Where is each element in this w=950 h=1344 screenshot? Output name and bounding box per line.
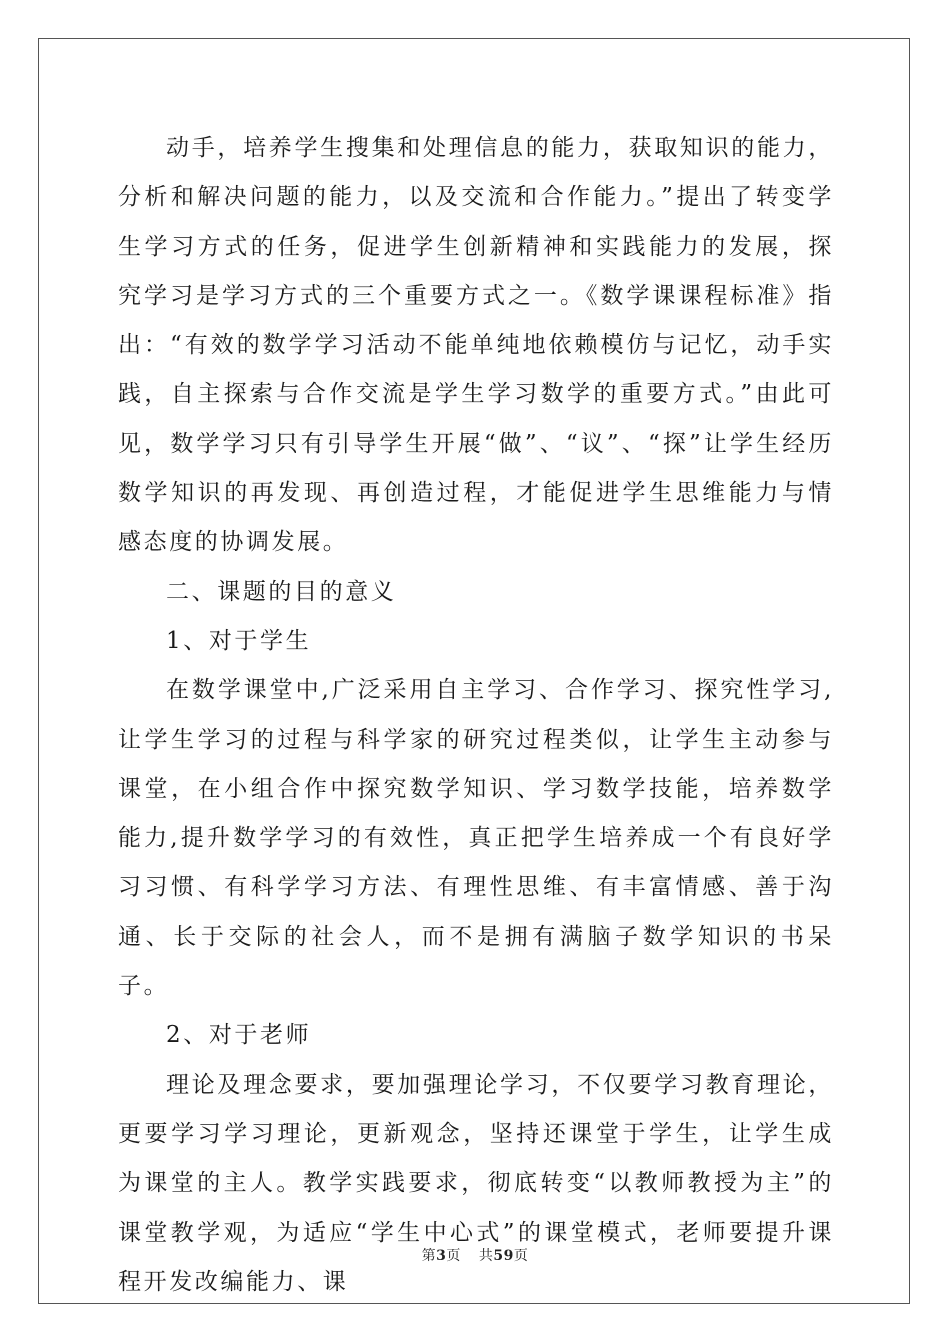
section-heading-purpose: 二、课题的目的意义 — [166, 578, 397, 605]
page-prefix: 第 — [421, 1248, 437, 1264]
document-body — [118, 124, 834, 1307]
subheading-for-teachers: 2、对于老师 — [166, 1022, 312, 1049]
total-prefix: 共 — [478, 1248, 494, 1264]
subheading-for-students: 1、对于学生 — [166, 627, 312, 654]
total-pages: 59 — [493, 1248, 514, 1264]
total-suffix: 页 — [513, 1248, 529, 1264]
page-footer — [0, 1245, 950, 1265]
page-suffix: 页 — [446, 1248, 461, 1264]
page-number: 3 — [436, 1248, 447, 1264]
paragraph-intro: 动手，培养学生搜集和处理信息的能力，获取知识的能力，分析和解决问题的能力，以及交流和合作能力。”提出了转变学生学习方式的任务，促进学生创新精神和实践能力的发展，探究学习是学习方式的三个重要方式之一。《数学课课程标准》指出：“有效的数学学习活动不能单纯地依赖模仿与记忆，动手实践，自主探索与合作交流是学生学习数学的重要方式。”由此可见，数学学习只有引导学生开展“做”、“议”、“探”让学生经历数学知识的再发现、再创造过程，才能促进学生思维能力与情感态度的协调发展。 — [118, 135, 834, 556]
paragraph-students: 在数学课堂中,广泛采用自主学习、合作学习、探究性学习,让学生学习的过程与科学家的研究过程类似，让学生主动参与课堂，在小组合作中探究数学知识、学习数学技能，培养数学能力,提升数学学习的有效性，真正把学生培养成一个有良好学习习惯、有科学学习方法、有理性思维、有丰富情感、善于沟通、长于交际的社会人，而不是拥有满脑子数学知识的书呆子。 — [118, 677, 834, 1000]
paragraph-teachers: 理论及理念要求，要加强理论学习，不仅要学习教育理论，更要学习学习理论，更新观念，坚持还课堂于学生，让学生成为课堂的主人。教学实践要求，彻底转变“以教师教授为主”的课堂教学观，为适应“学生中心式”的课堂模式，老师要提升课程开发改编能力、课 — [118, 1071, 834, 1295]
